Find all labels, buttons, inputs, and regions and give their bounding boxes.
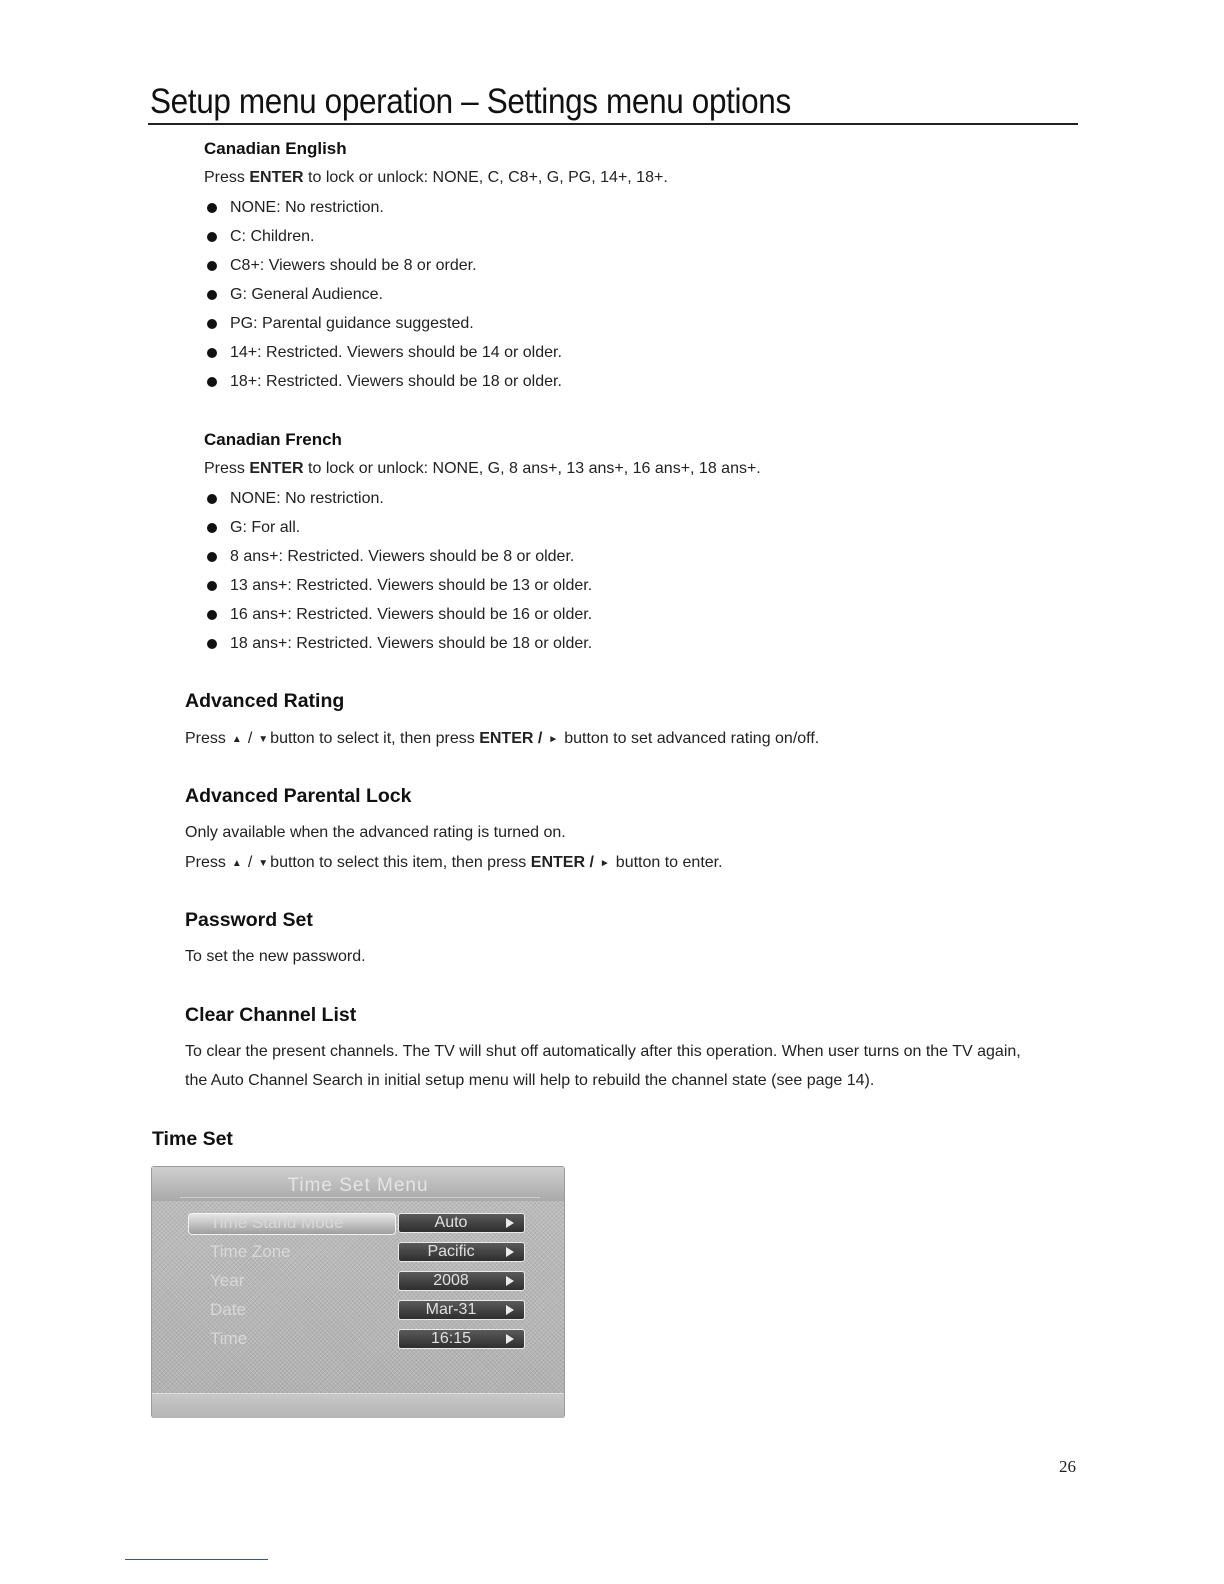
intro-press: Press bbox=[204, 169, 245, 186]
canadian-english-heading: Canadian English bbox=[204, 139, 347, 158]
list-item-text: C8+: Viewers should be 8 or order. bbox=[230, 257, 477, 274]
menu-row-label: Year bbox=[210, 1271, 245, 1290]
menu-row-label: Time Stand Mode bbox=[210, 1213, 344, 1232]
right-arrow-icon: ► bbox=[548, 734, 559, 745]
slash-text: / bbox=[247, 854, 253, 871]
bullet-icon bbox=[207, 610, 217, 620]
menu-row-label: Date bbox=[210, 1300, 246, 1319]
down-arrow-icon: ▼ bbox=[258, 734, 269, 745]
press-text: Press bbox=[185, 730, 226, 747]
right-arrow-icon: ► bbox=[599, 858, 610, 869]
bullet-icon bbox=[207, 232, 217, 242]
instruction-end-text: button to enter. bbox=[615, 854, 723, 871]
list-item-text: 13 ans+: Restricted. Viewers should be 13 or older. bbox=[230, 577, 593, 594]
bullet-icon bbox=[207, 348, 217, 358]
slash-text: / bbox=[247, 730, 253, 747]
list-item-text: 14+: Restricted. Viewers should be 14 or older. bbox=[230, 344, 562, 361]
password-set-heading: Password Set bbox=[185, 909, 313, 931]
list-item-text: 18 ans+: Restricted. Viewers should be 18 or older. bbox=[230, 635, 593, 652]
canadian-french-intro bbox=[204, 459, 761, 479]
advanced-parental-lock-text bbox=[185, 853, 723, 874]
list-item-text: G: General Audience. bbox=[230, 286, 383, 303]
right-arrow-icon bbox=[506, 1334, 514, 1344]
list-item-text: 8 ans+: Restricted. Viewers should be 8 or older. bbox=[230, 548, 575, 565]
value-text: Auto bbox=[434, 1214, 468, 1231]
footnote-rule bbox=[125, 1559, 268, 1560]
advanced-parental-lock-note: Only available when the advanced rating is turned on. bbox=[185, 824, 566, 841]
time-set-heading: Time Set bbox=[152, 1128, 233, 1150]
enter-key-label: ENTER / bbox=[479, 730, 543, 747]
bullet-icon bbox=[207, 261, 217, 271]
time-set-menu-screenshot bbox=[151, 1166, 565, 1418]
value-text: 2008 bbox=[433, 1272, 469, 1289]
right-arrow-icon bbox=[506, 1218, 514, 1228]
value-text: Mar-31 bbox=[425, 1301, 477, 1318]
down-arrow-icon: ▼ bbox=[258, 858, 269, 869]
instruction-end-text: button to set advanced rating on/off. bbox=[564, 730, 820, 747]
advanced-rating-heading: Advanced Rating bbox=[185, 690, 345, 712]
bullet-icon bbox=[207, 203, 217, 213]
enter-key-label: ENTER bbox=[249, 460, 304, 477]
list-item-text: NONE: No restriction. bbox=[230, 490, 384, 507]
menu-row-value bbox=[398, 1329, 525, 1349]
bullet-icon bbox=[207, 494, 217, 504]
intro-text: to lock or unlock: NONE, C, C8+, G, PG, 14+, 18+. bbox=[308, 169, 668, 186]
up-arrow-icon: ▲ bbox=[231, 858, 242, 869]
list-item-text: 18+: Restricted. Viewers should be 18 or older. bbox=[230, 373, 562, 390]
press-text: Press bbox=[185, 854, 226, 871]
page-number: 26 bbox=[1059, 1457, 1076, 1476]
title-underline bbox=[148, 123, 1078, 125]
menu-divider bbox=[180, 1197, 540, 1198]
intro-press: Press bbox=[204, 460, 245, 477]
instruction-text: button to select it, then press bbox=[270, 730, 475, 747]
list-item-text: 16 ans+: Restricted. Viewers should be 16 or older. bbox=[230, 606, 593, 623]
page-title: Setup menu operation – Settings menu options bbox=[150, 82, 791, 121]
clear-channel-list-line1: To clear the present channels. The TV will shut off automatically after this operation. When user turns on the TV again, bbox=[185, 1043, 1021, 1060]
value-text: Pacific bbox=[427, 1243, 475, 1260]
list-item-text: PG: Parental guidance suggested. bbox=[230, 315, 474, 332]
value-text: 16:15 bbox=[430, 1330, 472, 1347]
enter-key-label: ENTER / bbox=[530, 854, 594, 871]
right-arrow-icon bbox=[506, 1276, 514, 1286]
advanced-parental-lock-heading: Advanced Parental Lock bbox=[185, 785, 412, 807]
menu-row-value bbox=[398, 1213, 525, 1233]
canadian-english-intro bbox=[204, 168, 668, 188]
right-arrow-icon bbox=[506, 1247, 514, 1257]
list-item-text: NONE: No restriction. bbox=[230, 199, 384, 216]
clear-channel-list-line2: the Auto Channel Search in initial setup menu will help to rebuild the channel state (see page 14). bbox=[185, 1072, 875, 1089]
menu-footer-bar bbox=[152, 1393, 564, 1418]
list-item-text: G: For all. bbox=[230, 519, 301, 536]
list-item-text: C: Children. bbox=[230, 228, 315, 245]
right-arrow-icon bbox=[506, 1305, 514, 1315]
bullet-icon bbox=[207, 377, 217, 387]
menu-title: Time Set Menu bbox=[287, 1175, 429, 1196]
bullet-icon bbox=[207, 581, 217, 591]
instruction-text: button to select this item, then press bbox=[270, 854, 527, 871]
menu-row-value bbox=[398, 1242, 525, 1262]
advanced-rating-text bbox=[185, 729, 819, 750]
menu-row-value bbox=[398, 1271, 525, 1291]
menu-row-label: Time bbox=[210, 1329, 248, 1348]
menu-row-value bbox=[398, 1300, 525, 1320]
up-arrow-icon: ▲ bbox=[231, 734, 242, 745]
clear-channel-list-heading: Clear Channel List bbox=[185, 1004, 357, 1026]
bullet-icon bbox=[207, 290, 217, 300]
canadian-french-heading: Canadian French bbox=[204, 430, 342, 449]
bullet-icon bbox=[207, 552, 217, 562]
bullet-icon bbox=[207, 523, 217, 533]
enter-key-label: ENTER bbox=[249, 169, 304, 186]
menu-row-label: Time Zone bbox=[210, 1242, 291, 1261]
password-set-text: To set the new password. bbox=[185, 948, 366, 965]
bullet-icon bbox=[207, 639, 217, 649]
intro-text: to lock or unlock: NONE, G, 8 ans+, 13 ans+, 16 ans+, 18 ans+. bbox=[308, 460, 761, 477]
bullet-icon bbox=[207, 319, 217, 329]
